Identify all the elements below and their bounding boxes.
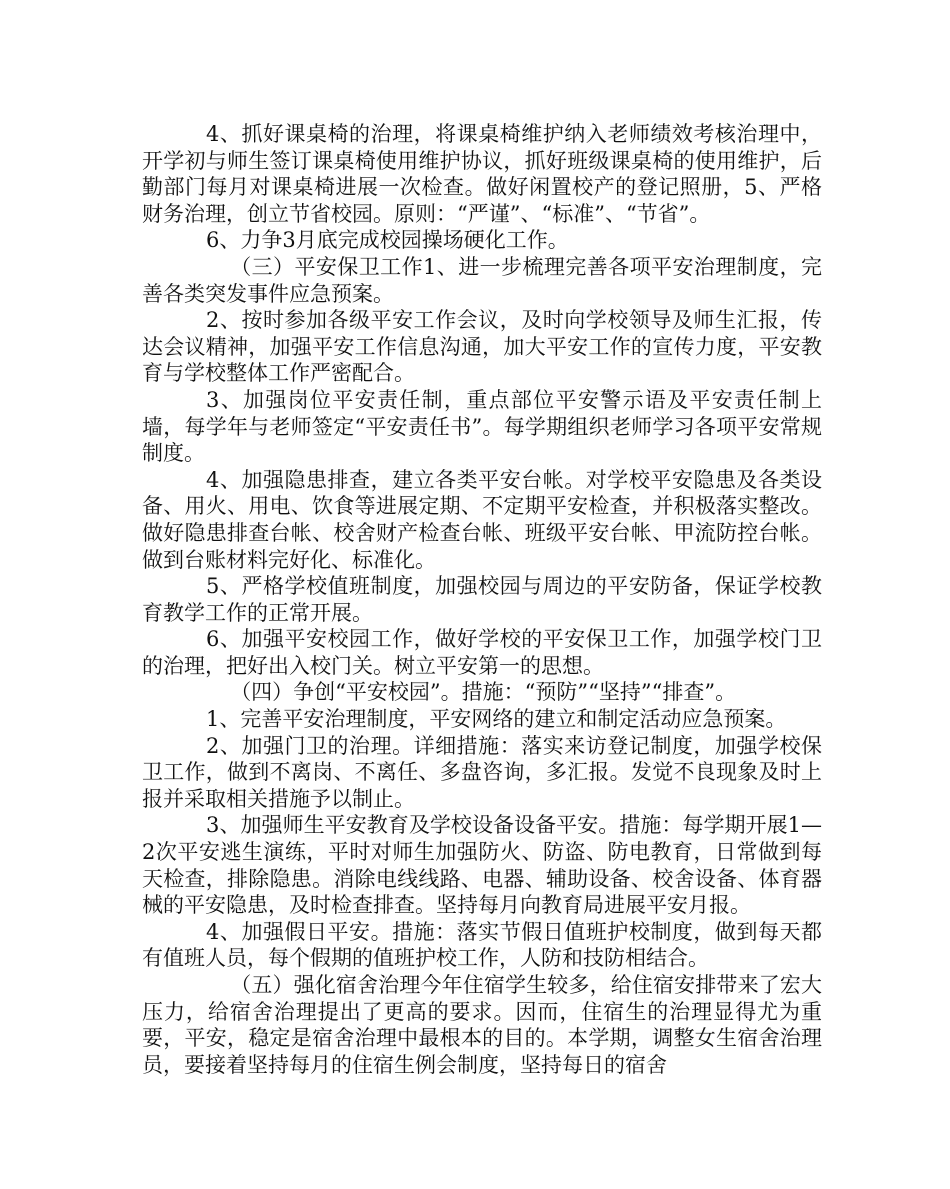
- paragraph-p4: 2、按时参加各级平安工作会议，及时向学校领导及师生汇报，传达会议精神，加强平安工作信息沟通，加大平安工作的宣传力度，平安教育与学校整体工作严密配合。: [142, 308, 822, 386]
- paragraph-p6: 4、加强隐患排查，建立各类平安台帐。对学校平安隐患及各类设备、用火、用电、饮食等进展定期、不定期平安检查，并积极落实整改。做好隐患排查台帐、校舍财产检查台帐、班级平安台帐、甲流防控台帐。做到台账材料完好化、标准化。: [142, 467, 822, 572]
- paragraph-p13: 4、加强假日平安。措施：落实节假日值班护校制度，做到每天都有值班人员，每个假期的值班护校工作，人防和技防相结合。: [142, 919, 822, 971]
- paragraph-p10: 1、完善平安治理制度，平安网络的建立和制定活动应急预案。: [206, 707, 787, 732]
- paragraph-p7: 5、严格学校值班制度，加强校园与周边的平安防备，保证学校教育教学工作的正常开展。: [142, 574, 822, 625]
- paragraph-p8: 6、加强平安校园工作，做好学校的平安保卫工作，加强学校门卫的治理，把好出入校门关。树立平安第一的思想。: [142, 627, 822, 678]
- paragraph-p12: 3、加强师生平安教育及学校设备设备平安。措施：每学期开展1—2次平安逃生演练，平时对师生加强防火、防盗、防电教育，日常做到每天检查，排除隐患。消除电线线路、电器、辅助设备、校舍设备、体育器械的平安隐患，及时检查排查。坚持每月向教育局进展平安月报。: [142, 813, 822, 918]
- paragraph-p5: 3、加强岗位平安责任制，重点部位平安警示语及平安责任制上墙，每学年与老师签定“平安责任书”。每学期组织老师学习各项平安常规制度。: [142, 387, 822, 466]
- paragraph-section-5: （五）强化宿舍治理今年住宿学生较多，给住宿安排带来了宏大压力，给宿舍治理提出了更高的要求。因而，住宿生的治理显得尤为重要，平安，稳定是宿舍治理中最根本的目的。本学期，调整女生宿舍治理员，要接着坚持每月的住宿生例会制度，坚持每日的宿舍: [142, 973, 822, 1077]
- paragraph-p11: 2、加强门卫的治理。详细措施：落实来访登记制度，加强学校保卫工作，做到不离岗、不离任、多盘咨询，多汇报。发觉不良现象及时上报并采取相关措施予以制止。: [142, 733, 822, 811]
- document-body: [142, 121, 822, 1078]
- paragraph-p1: 4、抓好课桌椅的治理，将课桌椅维护纳入老师绩效考核治理中，开学初与师生签订课桌椅使用维护协议，抓好班级课桌椅的使用维护，后勤部门每月对课桌椅进展一次检查。做好闲置校产的登记照册，5、严格财务治理，创立节省校园。原则：“严谨”、“标准”、“节省”。: [142, 122, 822, 226]
- paragraph-section-3: （三）平安保卫工作1、进一步梳理完善各项平安治理制度，完善各类突发事件应急预案。: [142, 254, 822, 306]
- paragraph-section-4: （四）争创“平安校园”。措施：“预防”“坚持”“排查”。: [230, 680, 737, 705]
- paragraph-p2: 6、力争3月底完成校园操场硬化工作。: [206, 228, 569, 253]
